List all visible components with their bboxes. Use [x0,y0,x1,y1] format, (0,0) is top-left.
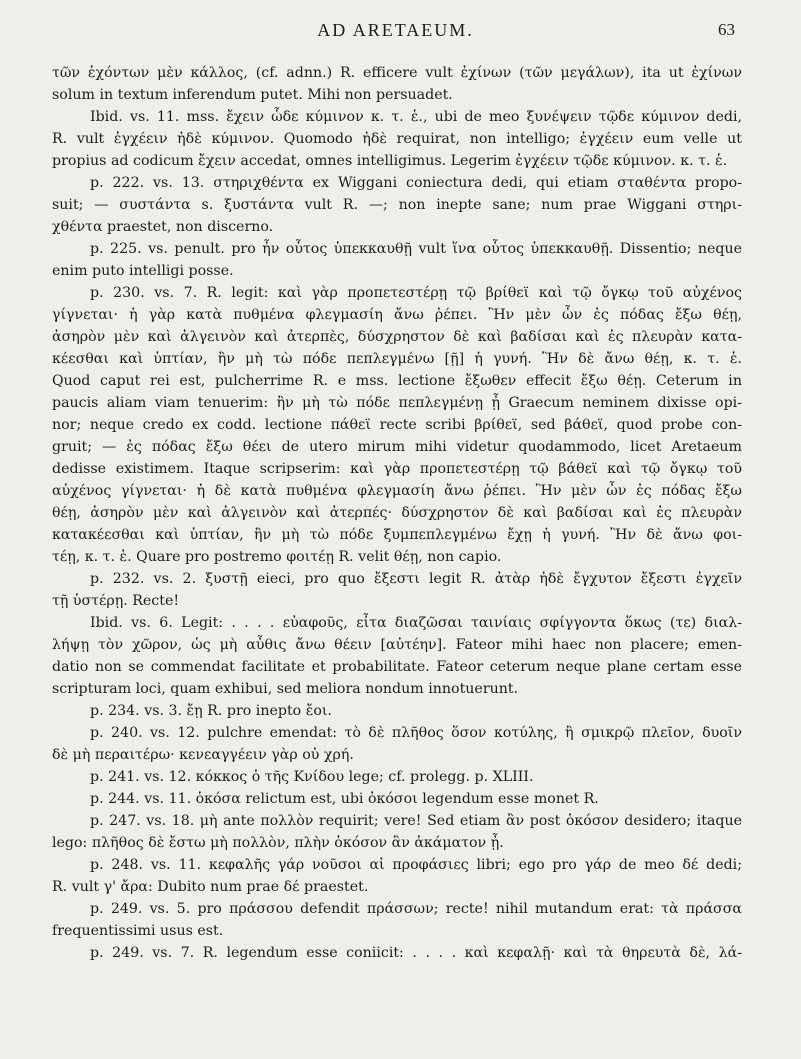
text-line: Ibid. vs. 11. mss. ἔχειν ὧδε κύμινον κ. τ. ἑ., ubi de meo ξυνέψειν τῷδε κύμινον dedi, [90,109,742,125]
text-line: τῇ ὑστέρῃ. Recte! [52,593,180,609]
text-line: solum in textum inferendum putet. Mihi non persuadet. [52,87,453,103]
text-line: θέῃ, ἀσηρὸν μὲν καὶ ἀλγεινὸν καὶ ἀτερπές· δύσχρηστον δὲ καὶ βαδίσαι καὶ ἐς πλευρὰν [52,505,742,521]
text-line: p. 249. vs. 7. R. legendum esse coniicit: . . . . καὶ κεφαλῇ· καὶ τὰ θηρευτὰ δὲ, λά- [90,945,742,961]
text-line: enim puto intelligi posse. [52,263,234,279]
text-line: ἀσηρὸν μὲν καὶ ἀλγεινὸν καὶ ἀτερπὲς, δύσχρηστον δὲ καὶ βαδίσαι καὶ ἐς πλευρὰν κατα- [52,329,742,345]
text-line: paucis aliam viam tenuerim: ἢν μὴ τὼ πόδε πεπλεγμένῃ ᾖ Graecum neminem dixisse opi- [52,395,742,411]
running-head [56,20,735,50]
text-line: gruit; — ἐς πόδας ἔξω θέει de utero mirum mihi videtur quodammodo, licet Aretaeum [52,439,742,455]
text-line: p. 247. vs. 18. μὴ ante πολλὸν requirit; vere! Sed etiam ἂν post ὁκόσον desidero; itaque [90,813,742,829]
text-line: p. 225. vs. penult. pro ἦν οὗτος ὑπεκκαυθῇ vult ἵνα οὗτος ὑπεκκαυθῇ. Dissentio; neque [90,241,742,257]
text-line: suit; — συστάντα s. ξυστάντα vult R. —; non inepte sane; num prae Wiggani στηρι- [52,197,742,213]
text-line: αὐχένος γίγνεται· ἡ δὲ κατὰ πυθμένα φλεγμασίη ἄνω ῥέπει. Ἢν μὲν ὦν ἐς πόδας ἔξω [52,483,742,499]
text-line: dedisse existimem. Itaque scripserim: καὶ γὰρ προπετεστέρῃ τῷ βάθεϊ καὶ τῷ ὄγκῳ τοῦ [52,461,742,477]
text-line: R. vult ἐγχέειν ἠδὲ κύμινον. Quomodo ἠδὲ requirat, non intelligo; ἐγχέειν eum velle ut [52,131,742,147]
text-line: Quod caput rei est, pulcherrime R. e mss. lectione ἔξωθεν effecit ἔξω θέῃ. Ceterum in [52,373,742,389]
text-line: p. 248. vs. 11. κεφαλῆς γάρ νοῦσοι αἱ προφάσιες libri; ego pro γάρ de meo δέ dedi; [90,857,742,873]
text-line: p. 244. vs. 11. ὁκόσα relictum est, ubi ὁκόσοι legendum esse monet R. [90,791,599,807]
text-line: datio non se commendat facilitate et probabilitate. Fateor ceterum neque plane certam esse [52,659,742,675]
text-line: scripturam loci, quam exhibui, sed meliora nondum innotuerunt. [52,681,519,697]
running-title: AD ARETAEUM. [317,20,474,40]
text-line: p. 241. vs. 12. κόκκος ὁ τῆς Κνίδου lege; cf. prolegg. p. XLIII. [90,769,534,785]
text-line: δὲ μὴ περαιτέρω· κενεαγγέειν γὰρ οὐ χρή. [52,747,354,763]
text-line: τέῃ, κ. τ. ἑ. Quare pro postremo φοιτέῃ R. velit θέῃ, non capio. [52,549,502,565]
text-line: κέεσθαι καὶ ὑπτίαν, ἢν μὴ τὼ πόδε πεπλεγμένω [ῇ] ἡ γυνή. Ἢν δὲ ἄνω θέῃ, κ. τ. ἑ. [52,351,742,367]
text-line: τῶν ἐχόντων μὲν κάλλος, (cf. adnn.) R. efficere vult ἐχίνων (τῶν μεγάλων), ita ut ἐχίνων [52,65,742,81]
text-line: propius ad codicum ἔχειν accedat, omnes intelligimus. Legerim ἐγχέειν τῷδε κύμινον. κ. τ. ἑ. [52,153,728,169]
page-number: 63 [718,20,735,39]
text-body [52,62,742,964]
text-line: p. 234. vs. 3. ἔῃ R. pro inepto ἔοι. [90,703,332,719]
text-line: γίγνεται· ἡ γὰρ κατὰ πυθμένα φλεγμασίη ἄνω ῥέπει. Ἢν μὲν ὦν ἐς πόδας ἔξω θέῃ, [52,307,742,323]
text-line: frequentissimi usus est. [52,923,224,939]
text-line: p. 222. vs. 13. στηριχθέντα ex Wiggani coniectura dedi, qui etiam σταθέντα propo- [90,175,742,191]
text-line: λήψῃ τὸν χῶρον, ὡς μὴ αὖθις ἄνω θέειν [αὐτέην]. Fateor mihi haec non placere; emen- [52,637,742,653]
text-line: χθέντα praestet, non discerno. [52,219,274,235]
text-line: κατακέεσθαι καὶ ὑπτίαν, ἢν μὴ τὼ πόδε ξυμπεπλεγμένω ἔχῃ ἡ γυνή. Ἢν δὲ ἄνω φοι- [52,527,742,543]
text-line: p. 249. vs. 5. pro πράσσου defendit πράσσων; recte! nihil mutandum erat: τὰ πράσσα [90,901,742,917]
text-line: nor; neque credo ex codd. lectione πάθεϊ recte scribi βρίθεϊ, sed βάθεϊ, quod probe con- [52,417,742,433]
text-line: p. 232. vs. 2. ξυστῇ eieci, pro quo ἔξεστι legit R. ἀτὰρ ἠδὲ ἔγχυτον ἔξεστι ἐγχεῖν [90,571,742,587]
text-line: lego: πλῆθος δὲ ἔστω μὴ πολλὸν, πλὴν ὁκόσον ἂν ἀκάματον ᾖ. [52,835,504,851]
text-line: R. vult γ' ἄρα: Dubito num prae δέ praestet. [52,879,369,895]
text-line: p. 230. vs. 7. R. legit: καὶ γὰρ προπετεστέρῃ τῷ βρίθεϊ καὶ τῷ ὄγκῳ τοῦ αὐχένος [90,285,742,301]
text-line: Ibid. vs. 6. Legit: . . . . εὐαφοῦς, εἶτα διαζῶσαι ταινίαις σφίγγοντα ὅκως (τε) διαλ- [90,615,742,631]
text-line: p. 240. vs. 12. pulchre emendat: τὸ δὲ πλῆθος ὅσον κοτύλης, ἢ σμικρῷ πλεῖον, δυοῖν [90,725,742,741]
